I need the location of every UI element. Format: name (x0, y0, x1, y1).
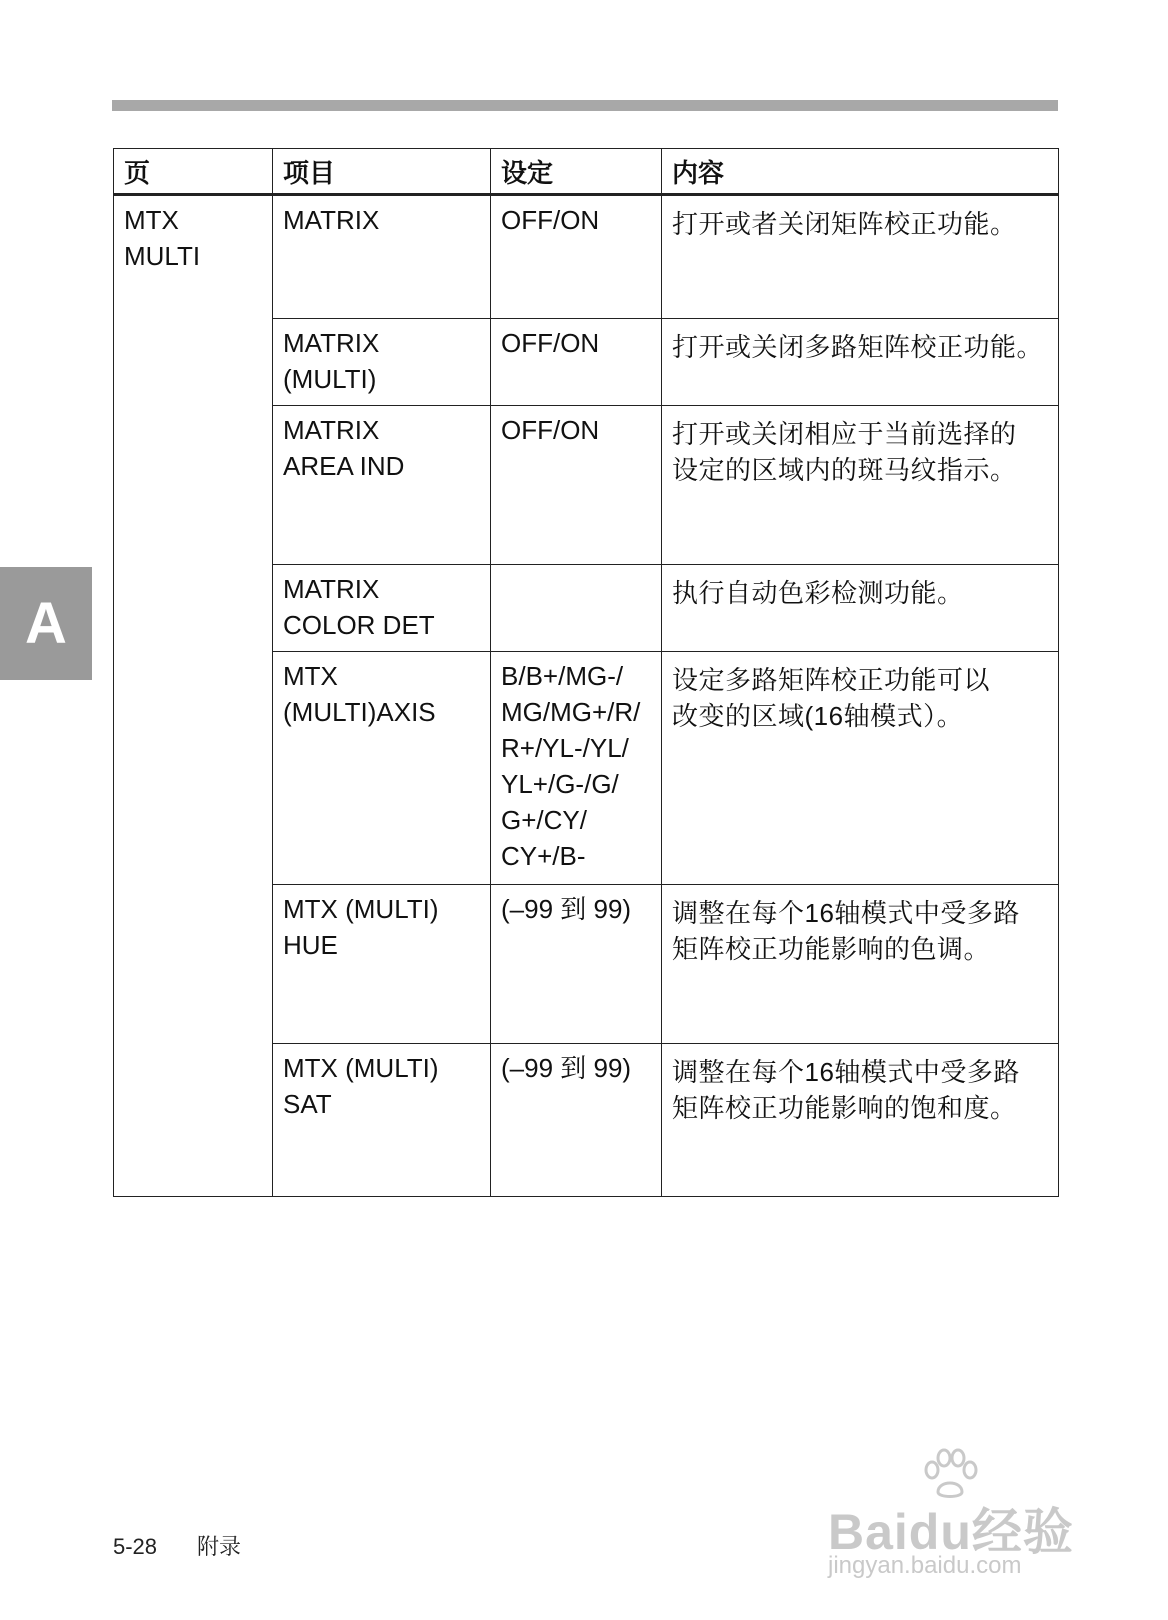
item-cell: MATRIX COLOR DET (273, 565, 491, 652)
setting-cell: (–99 到 99) (491, 1044, 662, 1197)
watermark-logo: Baidu经验 (828, 1504, 1074, 1560)
footer-section: 附录 (197, 1534, 242, 1559)
section-tab: A (0, 567, 92, 680)
content-cell: 打开或关闭相应于当前选择的 设定的区域内的斑马纹指示。 (662, 406, 1059, 565)
header-item: 项目 (273, 149, 491, 195)
setting-cell (491, 565, 662, 652)
watermark (828, 1448, 1108, 1578)
content-cell: 打开或者关闭矩阵校正功能。 (662, 195, 1059, 319)
header-page: 页 (114, 149, 273, 195)
content-cell: 执行自动色彩检测功能。 (662, 565, 1059, 652)
content-cell: 调整在每个16轴模式中受多路 矩阵校正功能影响的色调。 (662, 885, 1059, 1044)
item-cell: MATRIX (MULTI) (273, 319, 491, 406)
item-cell: MTX (MULTI) SAT (273, 1044, 491, 1197)
settings-table (113, 148, 1059, 1197)
item-cell: MTX (MULTI) HUE (273, 885, 491, 1044)
table-header-row (114, 149, 1059, 195)
setting-cell: OFF/ON (491, 406, 662, 565)
content-cell: 设定多路矩阵校正功能可以 改变的区域(16轴模式）。 (662, 652, 1059, 885)
content-cell: 打开或关闭多路矩阵校正功能。 (662, 319, 1059, 406)
item-cell: MATRIX (273, 195, 491, 319)
top-rule (112, 100, 1058, 111)
setting-cell: (–99 到 99) (491, 885, 662, 1044)
watermark-url: jingyan.baidu.com (828, 1552, 1022, 1579)
item-cell: MTX (MULTI)AXIS (273, 652, 491, 885)
item-cell: MATRIX AREA IND (273, 406, 491, 565)
setting-cell: B/B+/MG-/ MG/MG+/R/ R+/YL-/YL/ YL+/G-/G/ G+/CY/ CY+/B- (491, 652, 662, 885)
setting-cell: OFF/ON (491, 195, 662, 319)
content-cell: 调整在每个16轴模式中受多路 矩阵校正功能影响的饱和度。 (662, 1044, 1059, 1197)
page-number: 5-28 (113, 1534, 158, 1559)
setting-cell: OFF/ON (491, 319, 662, 406)
header-content: 内容 (662, 149, 1059, 195)
header-setting: 设定 (491, 149, 662, 195)
page-cell: MTX MULTI (114, 195, 273, 1197)
table-row (114, 195, 1059, 319)
page-footer (113, 1530, 241, 1561)
